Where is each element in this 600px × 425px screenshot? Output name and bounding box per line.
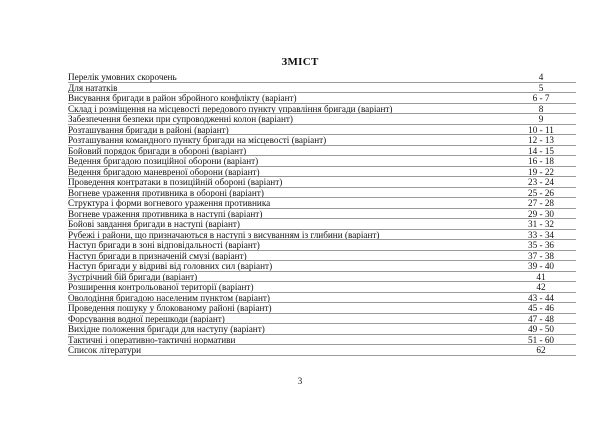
- toc-entry: [68, 272, 576, 283]
- toc-entry-title: Ведення бригадою маневреної оборони (варіант): [68, 166, 260, 177]
- toc-entry-title: Перелік умовних скорочень: [68, 72, 177, 82]
- toc-entry-title: Вихідне положення бригади для наступу (варіант): [68, 324, 265, 334]
- toc-entry-title: Розташування бригади в районі (варіант): [68, 124, 229, 135]
- toc-entry: [68, 198, 576, 209]
- toc-entry-pages: 8: [538, 103, 544, 114]
- toc-entry-pages: 6 - 7: [532, 93, 550, 103]
- toc-entry-title: Бойові завдання бригади в наступі (варіант): [68, 219, 240, 229]
- toc-entry-title: Наступ бригади у відриві від головних сил (варіант): [68, 261, 273, 271]
- toc-entry-pages: 42: [536, 282, 546, 292]
- table-of-contents: [68, 72, 576, 356]
- toc-entry: [68, 146, 576, 157]
- toc-entry: [68, 219, 576, 230]
- toc-entry-title: Проведення контратаки в позиційній обороні (варіант): [68, 177, 283, 187]
- toc-entry-title: Наступ бригади в призначеній смузі (варіант): [68, 250, 247, 261]
- toc-entry: [68, 177, 576, 188]
- toc-entry-title: Рубежі і райони, що призначаються в наступі з висуванням із глибини (варіант): [68, 229, 380, 240]
- toc-entry-pages: 41: [536, 271, 546, 282]
- toc-entry: [68, 125, 576, 136]
- toc-entry-pages: 27 - 28: [527, 198, 555, 208]
- toc-entry: [68, 240, 576, 251]
- row-divider: [68, 355, 576, 356]
- toc-entry-pages: 5: [538, 82, 544, 93]
- toc-entry-title: Проведення пошуку у блокованому районі (варіант): [68, 303, 272, 313]
- toc-entry-pages: 25 - 26: [527, 187, 555, 198]
- toc-entry-pages: 10 - 11: [528, 124, 554, 135]
- toc-entry: [68, 93, 576, 104]
- page-number: 3: [297, 376, 303, 386]
- toc-entry-pages: 45 - 46: [527, 303, 555, 313]
- toc-entry: [68, 335, 576, 346]
- toc-entry-pages: 43 - 44: [527, 292, 555, 303]
- toc-entry-title: Ведення бригадою позиційної оборони (варіант): [68, 156, 259, 166]
- toc-entry-pages: 47 - 48: [527, 313, 555, 324]
- toc-entry-pages: 35 - 36: [527, 240, 555, 250]
- page-title: ЗМІСТ: [281, 56, 319, 68]
- toc-entry-pages: 33 - 34: [527, 229, 555, 240]
- toc-entry-title: Розташування командного пункту бригади на місцевості (варіант): [68, 135, 327, 145]
- toc-entry: [68, 324, 576, 335]
- toc-entry: [68, 188, 576, 199]
- toc-entry-title: Бойовий порядок бригади в обороні (варіант): [68, 145, 247, 156]
- toc-entry-pages: 9: [538, 114, 544, 124]
- toc-entry-pages: 62: [536, 345, 546, 355]
- toc-entry-title: Забезпечення безпеки при супроводженні колон (варіант): [68, 114, 293, 124]
- toc-entry: [68, 282, 576, 293]
- toc-entry: [68, 135, 576, 146]
- toc-entry-title: Форсування водної перешкоди (варіант): [68, 313, 225, 324]
- toc-entry-pages: 23 - 24: [527, 177, 555, 187]
- toc-entry-pages: 49 - 50: [527, 324, 555, 334]
- toc-entry-title: Склад і розміщення на місцевості передового пункту управління бригади (варіант): [68, 103, 393, 114]
- toc-entry-pages: 29 - 30: [527, 208, 555, 219]
- toc-entry: [68, 156, 576, 167]
- toc-entry-title: Список літератури: [68, 345, 142, 355]
- toc-entry-title: Зустрічний бій бригади (варіант): [68, 271, 198, 282]
- toc-entry: [68, 104, 576, 115]
- toc-entry: [68, 261, 576, 272]
- toc-entry-pages: 14 - 15: [527, 145, 555, 156]
- toc-entry: [68, 83, 576, 94]
- toc-entry-title: Наступ бригади в зоні відповідальності (варіант): [68, 240, 260, 250]
- toc-entry-pages: 19 - 22: [527, 166, 555, 177]
- toc-entry-title: Оволодіння бригадою населеним пунктом (варіант): [68, 292, 270, 303]
- toc-entry: [68, 167, 576, 178]
- toc-entry-title: Розширення контрольованої території (варіант): [68, 282, 254, 292]
- toc-entry: [68, 114, 576, 125]
- toc-entry-pages: 37 - 38: [527, 250, 555, 261]
- toc-entry-pages: 4: [538, 72, 544, 82]
- toc-entry-pages: 16 - 18: [527, 156, 555, 166]
- toc-entry-pages: 31 - 32: [527, 219, 555, 229]
- toc-entry: [68, 314, 576, 325]
- toc-entry: [68, 209, 576, 220]
- toc-entry: [68, 293, 576, 304]
- toc-entry-title: Тактичні і оперативно-тактичні нормативи: [68, 334, 236, 345]
- toc-entry: [68, 345, 576, 356]
- toc-entry-pages: 12 - 13: [527, 135, 555, 145]
- toc-entry: [68, 72, 576, 83]
- toc-entry: [68, 230, 576, 241]
- toc-entry-pages: 39 - 40: [527, 261, 555, 271]
- toc-entry-title: Висування бригади в район збройного конфлікту (варіант): [68, 93, 297, 103]
- toc-entry: [68, 251, 576, 262]
- toc-entry-title: Вогневе ураження противника в наступі (варіант): [68, 208, 263, 219]
- toc-entry: [68, 303, 576, 314]
- toc-entry-title: Структура і форми вогневого ураження противника: [68, 198, 271, 208]
- toc-entry-title: Вогневе ураження противника в обороні (варіант): [68, 187, 264, 198]
- toc-entry-title: Для нататків: [68, 82, 118, 93]
- toc-entry-pages: 51 - 60: [527, 334, 555, 345]
